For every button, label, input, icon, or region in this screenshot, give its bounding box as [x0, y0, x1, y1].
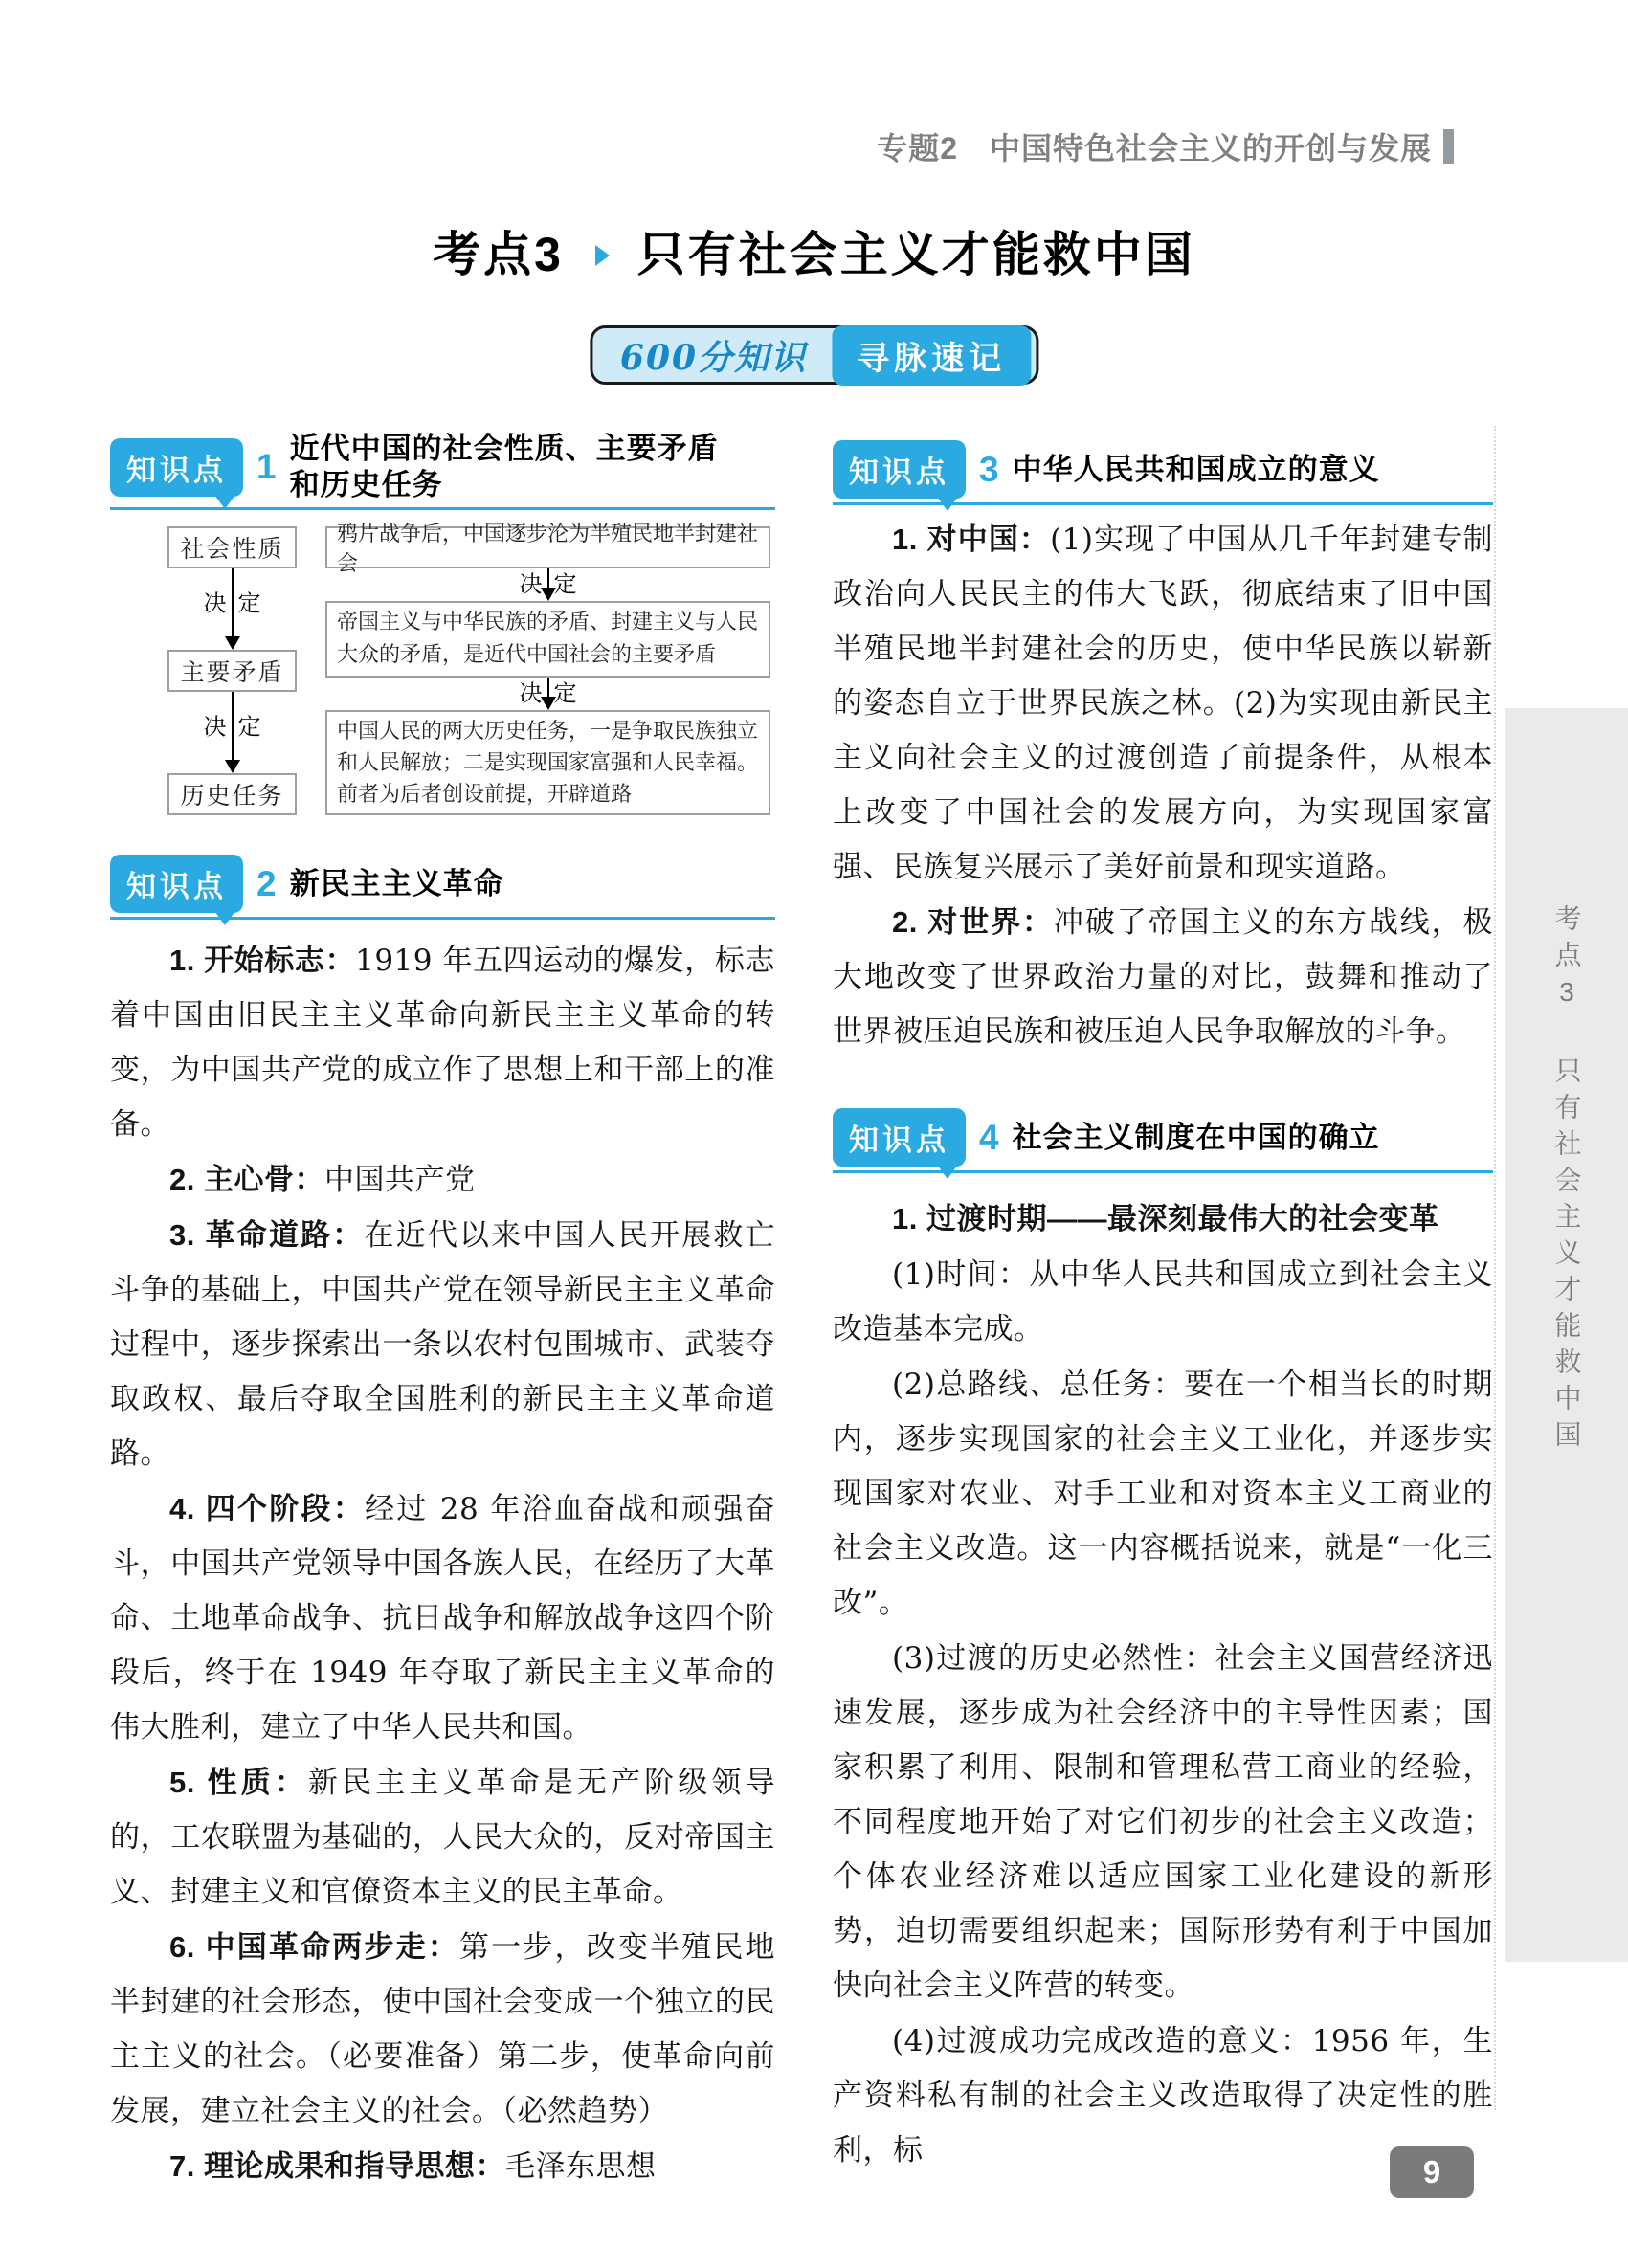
para-label: 3. 革命道路：	[169, 1218, 365, 1252]
para-text: 第一步，改变半殖民地半封建的社会形态，使中国社会变成一个独立的民主主义的社会。（必要准备）第二步，使革命向前发展，建立社会主义的社会。（必然趋势）	[110, 1930, 775, 2128]
arrow-label-char: 定	[553, 679, 577, 707]
running-head	[877, 124, 1454, 168]
kp3-title: 中华人民共和国成立的意义	[1012, 452, 1380, 486]
flow-arrow-down	[325, 678, 770, 710]
flow-box-opium-war: 鸦片战争后，中国逐步沦为半殖民地半封建社会	[325, 526, 770, 568]
arrow-label-jueding	[204, 708, 261, 742]
flow-arrow-down	[167, 692, 297, 773]
kp4-header	[833, 1108, 1493, 1173]
chapter-tab-gap	[1566, 1016, 1568, 1056]
kp1-flowchart	[167, 523, 770, 815]
arrow-head-icon	[225, 760, 240, 773]
kp4-badge: 知识点	[833, 1108, 966, 1167]
paragraph	[110, 1920, 775, 2139]
triangle-icon	[595, 245, 610, 266]
kp2-title: 新民主主义革命	[289, 866, 504, 901]
kp4-body	[833, 1191, 1493, 2178]
para-label: 1. 过渡时期——最深刻最伟大的社会变革	[892, 1202, 1439, 1235]
chapter-tab-title: 只有社会主义才能救中国	[1551, 1056, 1582, 1456]
para-text: (4)过渡成功完成改造的意义：1956 年，生产资料私有制的社会主义改造取得了决定性的胜利，标	[833, 2024, 1493, 2168]
flowchart-left-column	[167, 526, 297, 815]
arrow-label-jueding	[520, 674, 577, 707]
arrow-label-char: 决	[519, 679, 543, 707]
para-text: 1919 年五四运动的爆发，标志着中国由旧民主主义革命向新民主主义革命的转变，为中国共产党的成立作了思想上和干部上的准备。	[110, 944, 776, 1142]
arrow-label-char: 决	[519, 570, 543, 598]
kp1-title: 近代中国的社会性质、主要矛盾和历史任务	[289, 432, 719, 501]
paragraph	[833, 1357, 1493, 1631]
kp2-badge: 知识点	[110, 855, 243, 913]
para-label: 1. 对中国：	[892, 523, 1051, 556]
paragraph	[110, 1152, 775, 1208]
paragraph	[833, 895, 1493, 1059]
arrow-label-char: 决	[203, 713, 227, 741]
kp1-badge: 知识点	[110, 438, 243, 497]
flow-box-contradictions-detail: 帝国主义与中华民族的矛盾、封建主义与人民大众的矛盾，是近代中国社会的主要矛盾	[325, 601, 770, 678]
chapter-tab-text	[1548, 904, 1586, 1456]
kp4-number: 4	[979, 1117, 999, 1157]
para-text: 冲破了帝国主义的东方战线，极大地改变了世界政治力量的对比，鼓舞和推动了世界被压迫民族和被压迫人民争取解放的斗争。	[833, 905, 1493, 1049]
paragraph	[110, 2139, 775, 2194]
para-text: 在近代以来中国人民开展救亡斗争的基础上，中国共产党在领导新民主主义革命过程中，逐步探索出一条以农村包围城市、武装夺取政权、最后夺取全国胜利的新民主主义革命道路。	[110, 1218, 776, 1471]
paragraph	[110, 1481, 775, 1755]
para-text: 新民主主义革命是无产阶级领导的，工农联盟为基础的，人民大众的，反对帝国主义、封建主义和官僚资本主义的民主革命。	[110, 1766, 776, 1909]
kp3-number: 3	[979, 449, 999, 489]
para-text: 毛泽东思想	[504, 2149, 657, 2184]
para-text: (1)实现了中国从几千年封建专制政治向人民民主的伟大飞跃，彻底结束了旧中国半殖民地半封建社会的历史，使中华民族以崭新的姿态自立于世界民族之林。(2)为实现由新民主主义向社会主义的过渡创造了前提条件，从根本上改变了中国社会的发展方向，为实现国家富强、民族复兴展示了美好前景和现实道路。	[833, 523, 1493, 884]
kp2-number: 2	[256, 863, 277, 903]
flow-box-social-nature: 社会性质	[167, 526, 297, 568]
arrow-label-char: 定	[237, 713, 261, 741]
arrow-label-jueding	[520, 565, 577, 598]
section-badge	[590, 325, 1038, 385]
arrow-label-char: 定	[237, 589, 261, 617]
flowchart-right-column	[325, 523, 770, 815]
kp4-title: 社会主义制度在中国的确立	[1012, 1120, 1380, 1154]
paragraph	[833, 1191, 1493, 1247]
column-edge-rule	[1494, 426, 1496, 2110]
flow-arrow-down	[325, 568, 770, 601]
kp1-header	[110, 431, 775, 510]
kp3-header	[833, 440, 1493, 505]
para-text: 经过 28 年浴血奋战和顽强奋斗，中国共产党领导中国各族人民，在经历了大革命、土地革命战争、抗日战争和解放战争这四个阶段后，终于在 1949 年夺取了新民主主义革命的伟大胜利，建立了中华人民共和国。	[110, 1492, 775, 1745]
para-text: (3)过渡的历史必然性：社会主义国营经济迅速发展，逐步成为社会经济中的主导性因素；国家积累了利用、限制和管理私营工商业的经验，不同程度地开始了对它们初步的社会主义改造；个体农业经济难以适应国家工业化建设的新形势，迫切需要组织起来；国际形势有利于中国加快向社会主义阵营的转变。	[833, 1641, 1493, 2003]
page-number: 9	[1390, 2146, 1474, 2198]
paragraph	[833, 512, 1493, 895]
arrow-label-jueding	[204, 585, 261, 618]
para-text: (2)总路线、总任务：要在一个相当长的时期内，逐步实现国家的社会主义工业化，并逐步实现国家对农业、对手工业和对资本主义工商业的社会主义改造。这一内容概括说来，就是“一化三改”。	[833, 1367, 1493, 1620]
para-label: 7. 理论成果和指导思想：	[169, 2149, 505, 2183]
arrow-head-icon	[225, 636, 240, 650]
kp2-header	[110, 855, 775, 920]
kp3-body	[833, 512, 1493, 1059]
para-text: 中国共产党	[323, 1163, 476, 1197]
para-label: 2. 主心骨：	[169, 1163, 324, 1196]
para-label: 4. 四个阶段：	[169, 1492, 366, 1525]
flow-box-main-contradiction: 主要矛盾	[167, 650, 297, 692]
para-label: 5. 性质：	[169, 1766, 308, 1799]
flow-box-two-tasks: 中国人民的两大历史任务，一是争取民族独立和人民解放；二是实现国家富强和人民幸福。前者为后者创设前提，开辟道路	[325, 710, 770, 815]
paragraph	[833, 1247, 1493, 1357]
chapter-tab	[1505, 708, 1628, 1962]
chapter-tab-kaodian: 考点3	[1551, 904, 1582, 1016]
badge-knowledge-label: 600分知识	[619, 337, 808, 378]
kp2-body	[110, 933, 775, 2194]
page-title-text: 只有社会主义才能救中国	[636, 228, 1195, 281]
arrow-label-char: 定	[553, 570, 577, 598]
running-head-text: 专题2 中国特色社会主义的开创与发展	[877, 131, 1432, 166]
paragraph	[110, 1208, 775, 1481]
para-text: (1)时间：从中华人民共和国成立到社会主义改造基本完成。	[833, 1257, 1493, 1346]
page-title	[0, 216, 1628, 285]
para-label: 2. 对世界：	[892, 905, 1054, 939]
paragraph	[833, 1631, 1493, 2013]
kp3-badge: 知识点	[833, 440, 966, 499]
para-label: 1. 开始标志：	[169, 944, 356, 977]
flow-box-historic-task: 历史任务	[167, 773, 297, 815]
para-label: 6. 中国革命两步走：	[169, 1930, 459, 1964]
page-title-kaodian: 考点3	[433, 228, 564, 281]
flow-arrow-down	[167, 568, 297, 650]
arrow-label-char: 决	[203, 589, 227, 617]
paragraph	[110, 933, 775, 1152]
paragraph	[110, 1755, 775, 1920]
kp1-number: 1	[256, 447, 277, 486]
badge-sumai-label: 寻脉速记	[832, 325, 1031, 386]
running-head-bar	[1443, 129, 1454, 164]
